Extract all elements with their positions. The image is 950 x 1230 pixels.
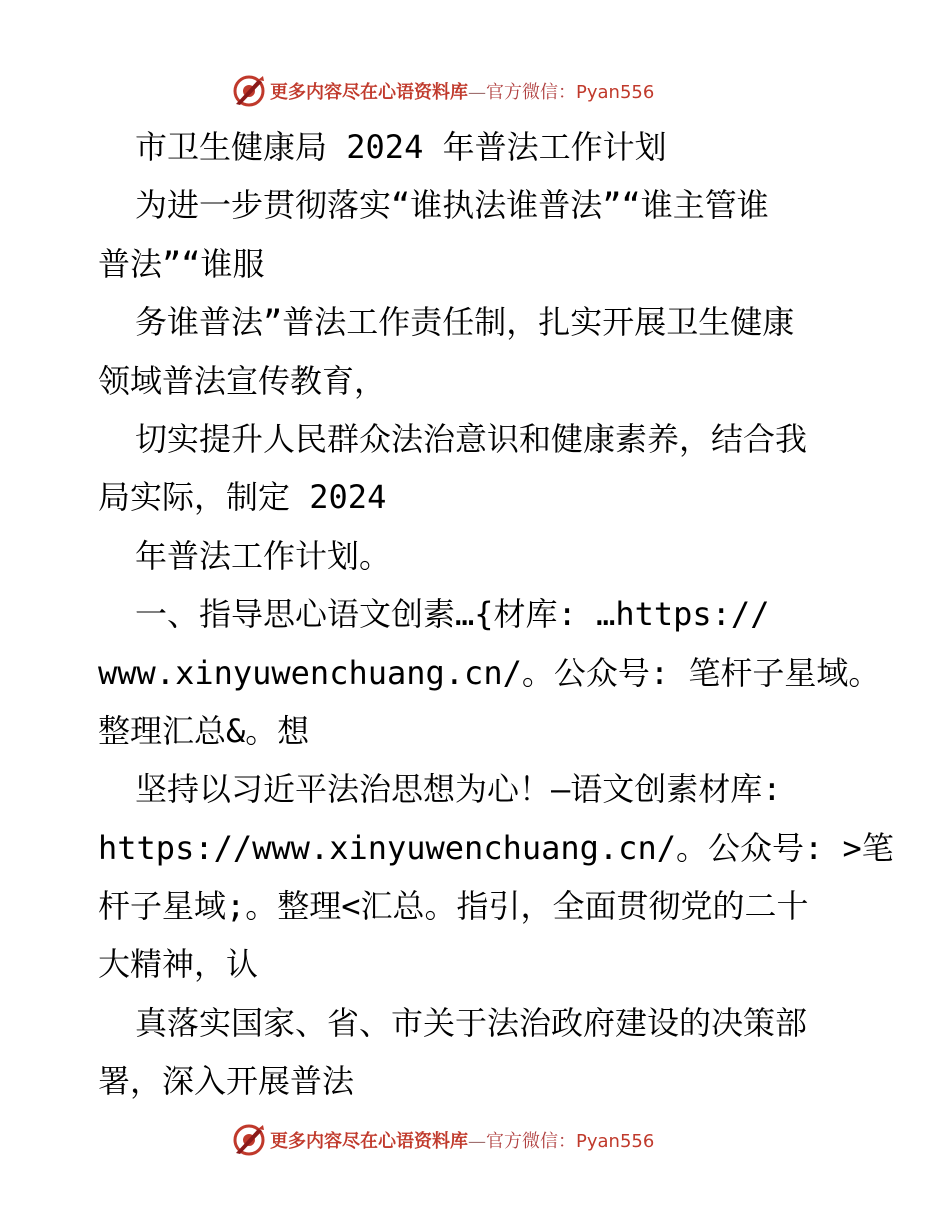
watermark-dash: — xyxy=(468,1131,486,1152)
watermark-label: 官方微信： xyxy=(486,1131,576,1152)
header-watermark xyxy=(232,71,654,111)
paragraph-line: 署，深入开展普法 xyxy=(98,1062,355,1101)
document-body xyxy=(98,118,894,1111)
watermark-label: 官方微信： xyxy=(486,82,576,103)
footer-watermark xyxy=(232,1120,654,1160)
paragraph-line: 杆子星域;。整理<汇总。指引，全面贯彻党的二十 xyxy=(98,887,809,926)
paragraph-line: 切实提升人民群众法治意识和健康素养，结合我 xyxy=(135,419,808,458)
watermark-wechat-id: Pyan556 xyxy=(576,82,655,103)
paragraph-line: https://www.xinyuwenchuang.cn/。公众号: >笔 xyxy=(98,828,894,867)
paragraph-line: 务谁普法”普法工作责任制，扎实开展卫生健康 xyxy=(135,303,795,342)
paragraph-line: 为进一步贯彻落实“谁执法谁普法”“谁主管谁 xyxy=(135,186,769,225)
section-heading: 一、指导思心语文创素…{材库: …https:// xyxy=(135,595,770,634)
quill-pen-logo-icon xyxy=(232,74,266,108)
paragraph-line: 真落实国家、省、市关于法治政府建设的决策部 xyxy=(135,1003,808,1042)
paragraph-line: 大精神，认 xyxy=(98,945,259,984)
paragraph-line: 整理汇总&。想 xyxy=(98,711,310,750)
paragraph-line: 年普法工作计划。 xyxy=(135,536,392,575)
paragraph-line: 局实际，制定 2024 xyxy=(98,478,387,517)
paragraph-line: 坚持以习近平法治思想为心！—语文创素材库: xyxy=(135,770,782,809)
watermark-dash: — xyxy=(468,82,486,103)
quill-pen-logo-icon xyxy=(232,1123,266,1157)
watermark-brand: 更多内容尽在心语资料库 xyxy=(270,1131,468,1152)
paragraph-line: 普法”“谁服 xyxy=(98,244,265,283)
watermark-brand: 更多内容尽在心语资料库 xyxy=(270,82,468,103)
watermark-wechat-id: Pyan556 xyxy=(576,1131,655,1152)
paragraph-line: 领域普法宣传教育， xyxy=(98,361,387,400)
document-title: 市卫生健康局 2024 年普法工作计划 xyxy=(135,128,667,166)
paragraph-line: www.xinyuwenchuang.cn/。公众号: 笔杆子星域。 xyxy=(98,653,881,692)
